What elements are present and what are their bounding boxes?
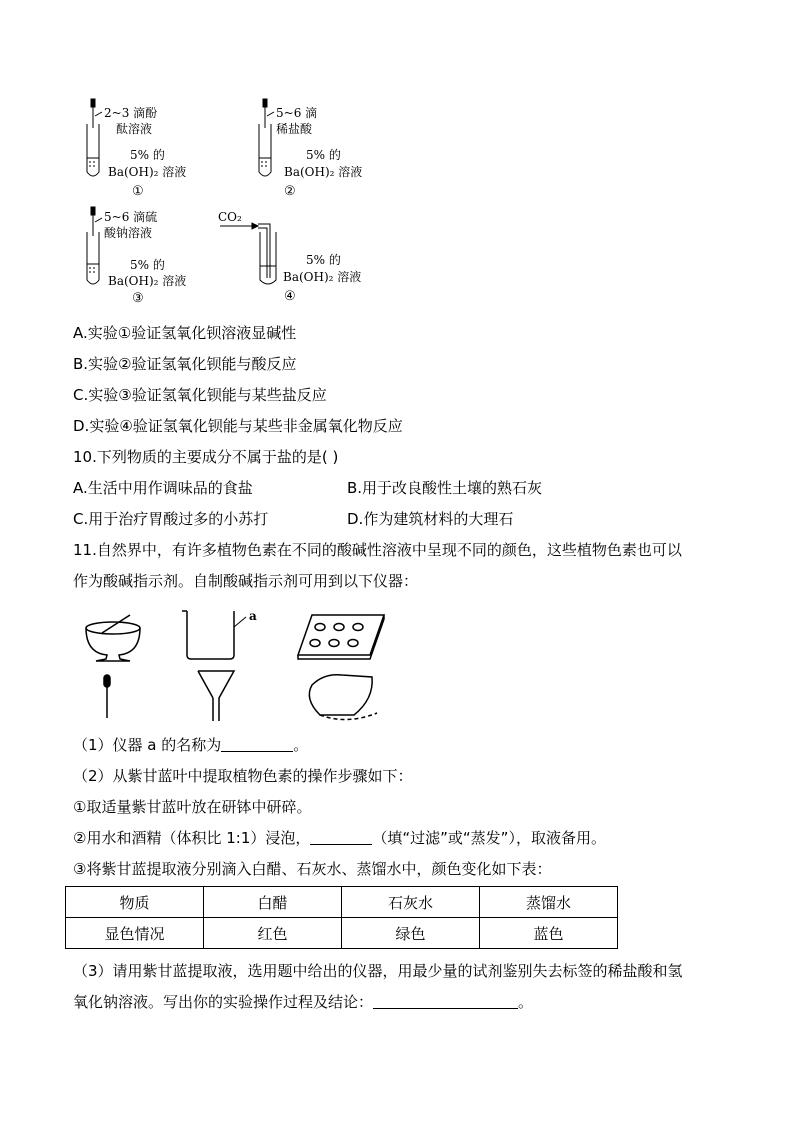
experiment-figure	[80, 98, 380, 313]
beaker-icon	[182, 611, 234, 659]
tube2-solution-line1: 5% 的	[306, 148, 341, 162]
q11-sub1-end: 。	[293, 736, 309, 754]
table-header-cell: 物质	[66, 887, 204, 918]
table-cell: 绿色	[342, 918, 480, 949]
tube2-reagent-line2: 稀盐酸	[276, 122, 313, 136]
tube3-reagent-line2: 酸钠溶液	[104, 226, 153, 240]
q11-sub3-line1: （3）请用紫甘蓝提取液，选用题中给出的仪器，用最少量的试剂鉴别失去标签的稀盐酸和氢	[73, 962, 683, 980]
q11-stem-line2: 作为酸碱指示剂。自制酸碱指示剂可用到以下仪器：	[73, 572, 419, 590]
q11-sub3-end: 。	[518, 993, 534, 1011]
q9-option-a: A.实验①验证氢氧化钡溶液显碱性	[73, 324, 297, 342]
table-header-cell: 蒸馏水	[480, 887, 618, 918]
funnel-icon	[198, 671, 234, 721]
apparatus-figure	[72, 603, 392, 723]
table-cell: 显色情况	[66, 918, 204, 949]
filter-paper-icon	[309, 675, 372, 715]
q11-sub1	[73, 735, 308, 755]
q10-option-d: D.作为建筑材料的大理石	[347, 510, 514, 528]
tube2-solution-line2: Ba(OH)₂ 溶液	[284, 165, 363, 179]
table-cell: 红色	[204, 918, 342, 949]
q11-step2	[73, 828, 606, 848]
table-cell: 蓝色	[480, 918, 618, 949]
q11-step2-text: ②用水和酒精（体积比 1:1）浸泡，	[73, 829, 311, 847]
tube3-reagent-line1: 5~6 滴硫	[104, 210, 158, 224]
q11-sub1-text: （1）仪器 a 的名称为	[73, 736, 222, 754]
pestle-icon	[102, 615, 130, 633]
answer-blank-1[interactable]	[221, 736, 293, 752]
table-header-row	[66, 887, 618, 918]
tube1-number: ①	[132, 184, 144, 199]
answer-blank-3[interactable]	[373, 993, 518, 1009]
table-header-cell: 白醋	[204, 887, 342, 918]
q11-step1: ①取适量紫甘蓝叶放在研钵中研碎。	[73, 798, 312, 816]
tube1-solution-line2: Ba(OH)₂ 溶液	[108, 165, 187, 179]
tube3-solution-line1: 5% 的	[130, 258, 165, 272]
q10-option-b: B.用于改良酸性土壤的熟石灰	[347, 479, 543, 497]
q11-stem-line1: 11.自然界中，有许多植物色素在不同的酸碱性溶液中呈现不同的颜色，这些植物色素也可以	[73, 541, 682, 559]
tube4-solution-line2: Ba(OH)₂ 溶液	[283, 270, 362, 284]
tube3-solution-line2: Ba(OH)₂ 溶液	[108, 274, 187, 288]
q10-stem: 10.下列物质的主要成分不属于盐的是( )	[73, 448, 339, 466]
tube1-solution-line1: 5% 的	[130, 148, 165, 162]
q11-step2-end: （填“过滤”或“蒸发”），取液备用。	[372, 829, 606, 847]
tube1-reagent-line2: 酞溶液	[116, 122, 153, 136]
tube4-solution-line1: 5% 的	[306, 253, 341, 267]
spot-plate-icon	[298, 615, 384, 655]
tube2-number: ②	[284, 184, 296, 199]
answer-blank-2[interactable]	[310, 829, 372, 845]
q11-step3: ③将紫甘蓝提取液分别滴入白醋、石灰水、蒸馏水中，颜色变化如下表：	[73, 860, 552, 878]
table-header-cell: 石灰水	[342, 887, 480, 918]
q9-option-d: D.实验④验证氢氧化钡能与某些非金属氧化物反应	[73, 417, 403, 435]
tube2-reagent-line1: 5~6 滴	[276, 106, 318, 120]
q9-option-b: B.实验②验证氢氧化钡能与酸反应	[73, 355, 297, 373]
tube1-reagent-line1: 2~3 滴酚	[104, 106, 158, 120]
q11-sub2: （2）从紫甘蓝叶中提取植物色素的操作步骤如下：	[73, 767, 413, 785]
apparatus-drawings	[72, 603, 392, 723]
q11-sub3-text: 氧化钠溶液。写出你的实验操作过程及结论：	[73, 993, 374, 1011]
q9-option-c: C.实验③验证氢氧化钡能与某些盐反应	[73, 386, 327, 404]
q10-option-a: A.生活中用作调味品的食盐	[73, 479, 253, 497]
tube4-gas-label: CO₂	[218, 210, 242, 224]
color-table	[65, 886, 618, 949]
q11-sub3-line2	[73, 992, 533, 1012]
beaker-label-a: a	[249, 609, 257, 623]
tube3-number: ③	[132, 291, 144, 306]
table-row	[66, 918, 618, 949]
q10-option-c: C.用于治疗胃酸过多的小苏打	[73, 510, 269, 528]
tube4-number: ④	[284, 289, 296, 304]
